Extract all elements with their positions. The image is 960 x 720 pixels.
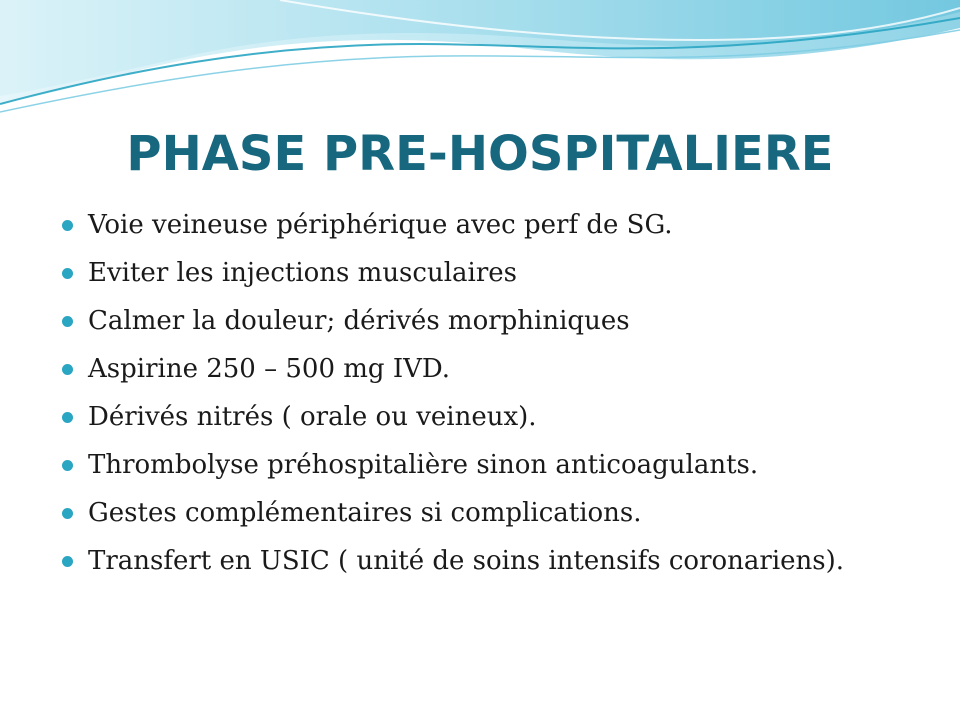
bullet-dot-icon (62, 460, 73, 471)
bullet-text: Dérivés nitrés ( orale ou veineux). (88, 402, 537, 432)
bullet-text: Thrombolyse préhospitalière sinon anticoagulants. (88, 450, 759, 480)
bullet-dot-icon (62, 556, 73, 567)
bullet-item (60, 494, 920, 532)
bullet-dot-icon (62, 220, 73, 231)
slide-title: PHASE PRE-HOSPITALIERE (126, 126, 834, 182)
bullet-item (60, 302, 920, 340)
bullet-dot-icon (62, 316, 73, 327)
bullet-dot-icon (62, 268, 73, 279)
bullet-list (60, 206, 920, 590)
bullet-text: Calmer la douleur; dérivés morphiniques (88, 306, 630, 336)
bullet-text: Transfert en USIC ( unité de soins intensifs coronariens). (88, 546, 845, 576)
bullet-dot-icon (62, 364, 73, 375)
bullet-dot-icon (62, 508, 73, 519)
bullet-text: Eviter les injections musculaires (88, 258, 517, 288)
bullet-dot-icon (62, 412, 73, 423)
bullet-item (60, 206, 920, 244)
bullet-item (60, 398, 920, 436)
bullet-text: Aspirine 250 – 500 mg IVD. (88, 354, 451, 384)
bullet-item (60, 446, 920, 484)
bullet-item (60, 350, 920, 388)
bullet-text: Voie veineuse périphérique avec perf de SG. (88, 210, 673, 240)
bullet-item (60, 254, 920, 292)
bullet-item (60, 542, 920, 580)
bullet-text: Gestes complémentaires si complications. (88, 498, 642, 528)
